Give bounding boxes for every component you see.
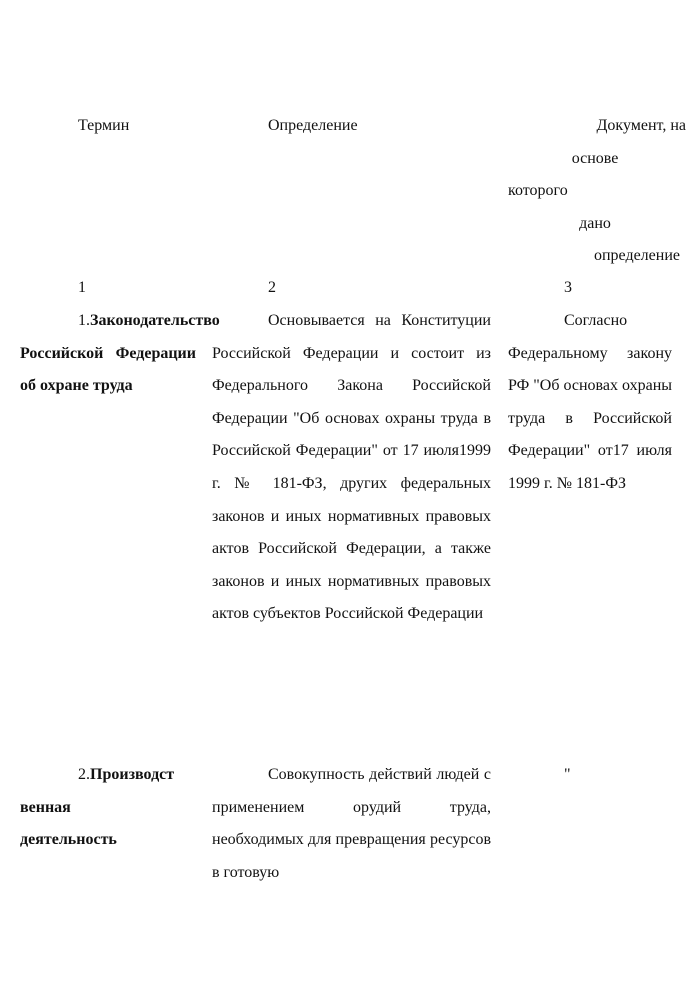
- table-row-term: [20, 759, 196, 857]
- term-number: 2.: [78, 766, 90, 783]
- header-definition: Определение: [268, 117, 358, 134]
- term-text: Производст: [90, 766, 175, 783]
- term-line: [20, 759, 196, 792]
- header-document-line: Документ, на: [596, 117, 686, 134]
- term-text: Законодательство Российской Федерации об охране труда: [20, 312, 220, 395]
- column-number: 1: [78, 279, 86, 296]
- table-row-definition: Основывается на Конституции Российской Федерации и состоит из Федерального Закона Российской Федерации "Об основах охраны труда в Российской Федерации" от 17 июля1999 г. № 181-ФЗ, других федеральных законов и иных нормативных правовых актов Российской Федерации, а также законов и иных нормативных правовых актов субъектов Российской Федерации: [212, 312, 491, 623]
- column-number: 2: [268, 279, 276, 296]
- column-number: 3: [564, 279, 572, 296]
- header-document-line: дано: [579, 214, 611, 232]
- table-row-document: ": [564, 766, 571, 783]
- table-row-term: [20, 305, 220, 403]
- header-document-line: которого: [508, 182, 568, 200]
- header-document: [508, 110, 686, 273]
- header-term: Термин: [78, 117, 130, 134]
- header-document-line: определение: [593, 247, 680, 265]
- table-row-document: Согласно Федеральному закону РФ "Об основах охраны труда в Российской Федерации" от17 июля 1999 г. № 181-ФЗ: [508, 312, 673, 492]
- header-document-line: основе: [571, 149, 619, 167]
- term-line: венная: [20, 798, 71, 816]
- term-number: 1.: [78, 312, 90, 329]
- term-line: деятельность: [20, 831, 117, 849]
- table-row-definition: Совокупность действий людей с применением орудий труда, необходимых для превращения ресурсов в готовую: [212, 766, 491, 881]
